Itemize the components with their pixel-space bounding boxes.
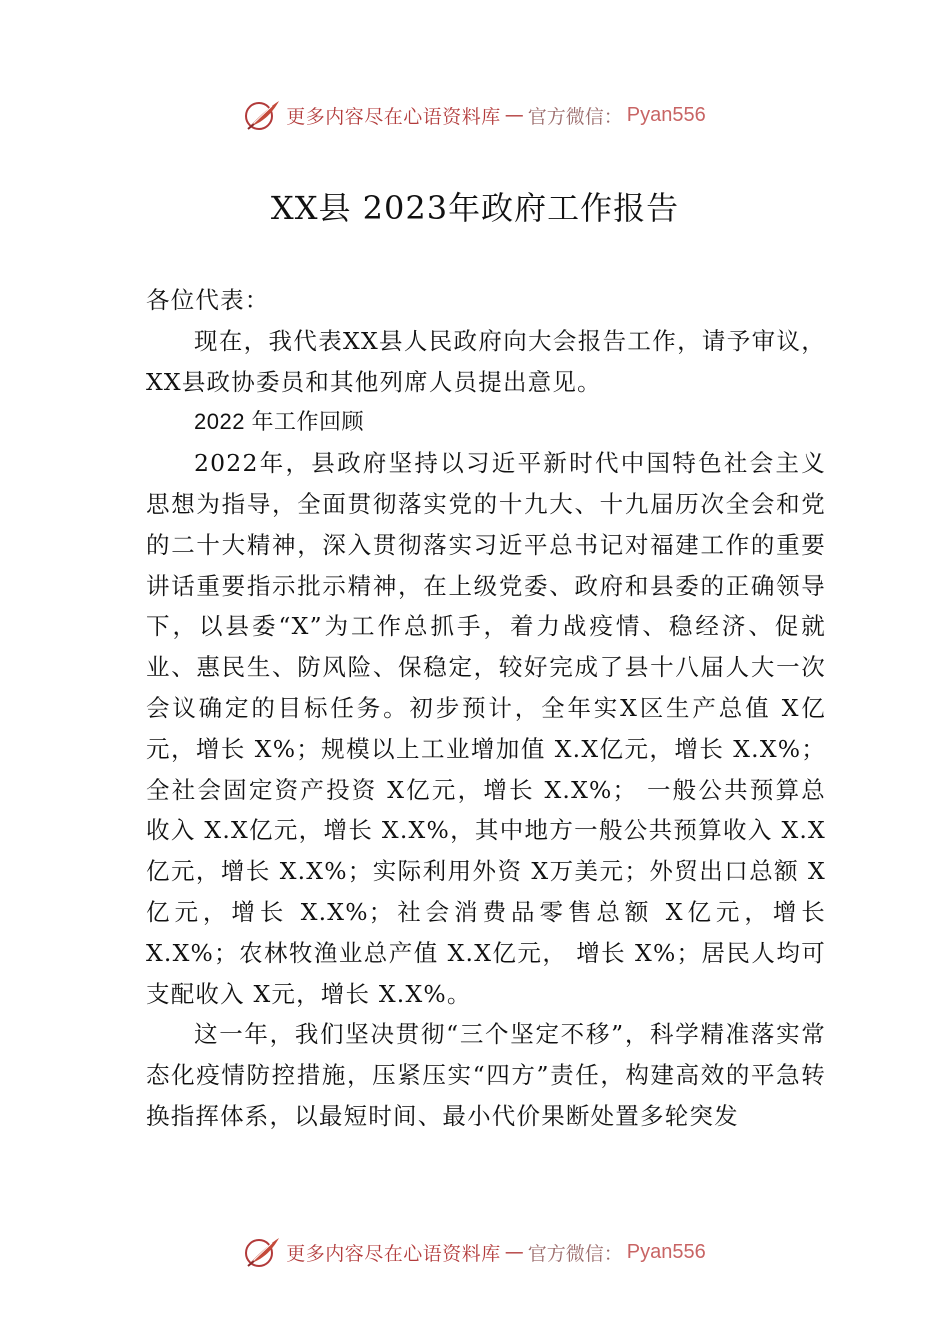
section-heading: 2022 年工作回顾 [194,409,365,435]
footer-banner-text: 更多内容尽在心语资料库 [286,1242,501,1265]
document-body [146,280,826,1137]
footer-banner-wechat-label: 官方微信： [527,1242,623,1265]
intro-paragraph: 现在，我代表XX县人民政府向大会报告工作，请予审议，XX县政协委员和其他列席人员提出意见。 [146,326,826,396]
footer-banner-wechat-id: Pyan556 [626,1240,706,1263]
paragraph-review: 2022年，县政府坚持以习近平新时代中国特色社会主义思想为指导，全面贯彻落实党的十九大、十九届历次全会和党的二十大精神，深入贯彻落实习近平总书记对福建工作的重要讲话重要指示批示精神，在上级党委、政府和县委的正确领导下，以县委“X”为工作总抓手，着力战疫情、稳经济、促就业、惠民生、防风险、保稳定，较好完成了县十八届人大一次会议确定的目标任务。初步预计，全年实X区生产总值 X亿元，增长 X%；规模以上工业增加值 X.X亿元，增长 X.X%；全社会固定资产投资 X亿元，增长 X.X%； 一般公共预算总收入 X.X亿元，增长 X.X%，其中地方一般公共预算收入 X.X亿元，增长 X.X%；实际利用外资 X万美元；外贸出口总额 X亿元，增长 X.X%；社会消费品零售总额 X亿元，增长 X.X%；农林牧渔业总产值 X.X亿元， 增长 X%；居民人均可支配收入 X元，增长 X.X%。 [146,449,826,1008]
footer-banner [0,1232,950,1272]
banner-inner [244,98,706,132]
header-banner [0,95,950,135]
banner-wechat-id: Pyan556 [626,103,706,126]
footer-banner-separator: — [504,1241,524,1263]
feather-pen-logo-icon [244,98,282,132]
banner-wechat-label: 官方微信： [527,105,623,128]
salutation: 各位代表： [146,286,270,314]
banner-inner-footer [244,1235,706,1269]
document-title: XX县 2023年政府工作报告 [270,189,680,227]
feather-pen-logo-icon [244,1235,282,1269]
paragraph-epidemic: 这一年，我们坚决贯彻“三个坚定不移”，科学精准落实常态化疫情防控措施，压紧压实“四方”责任，构建高效的平急转换指挥体系，以最短时间、最小代价果断处置多轮突发 [146,1020,826,1130]
banner-text: 更多内容尽在心语资料库 [286,105,501,128]
banner-separator: — [504,104,524,126]
